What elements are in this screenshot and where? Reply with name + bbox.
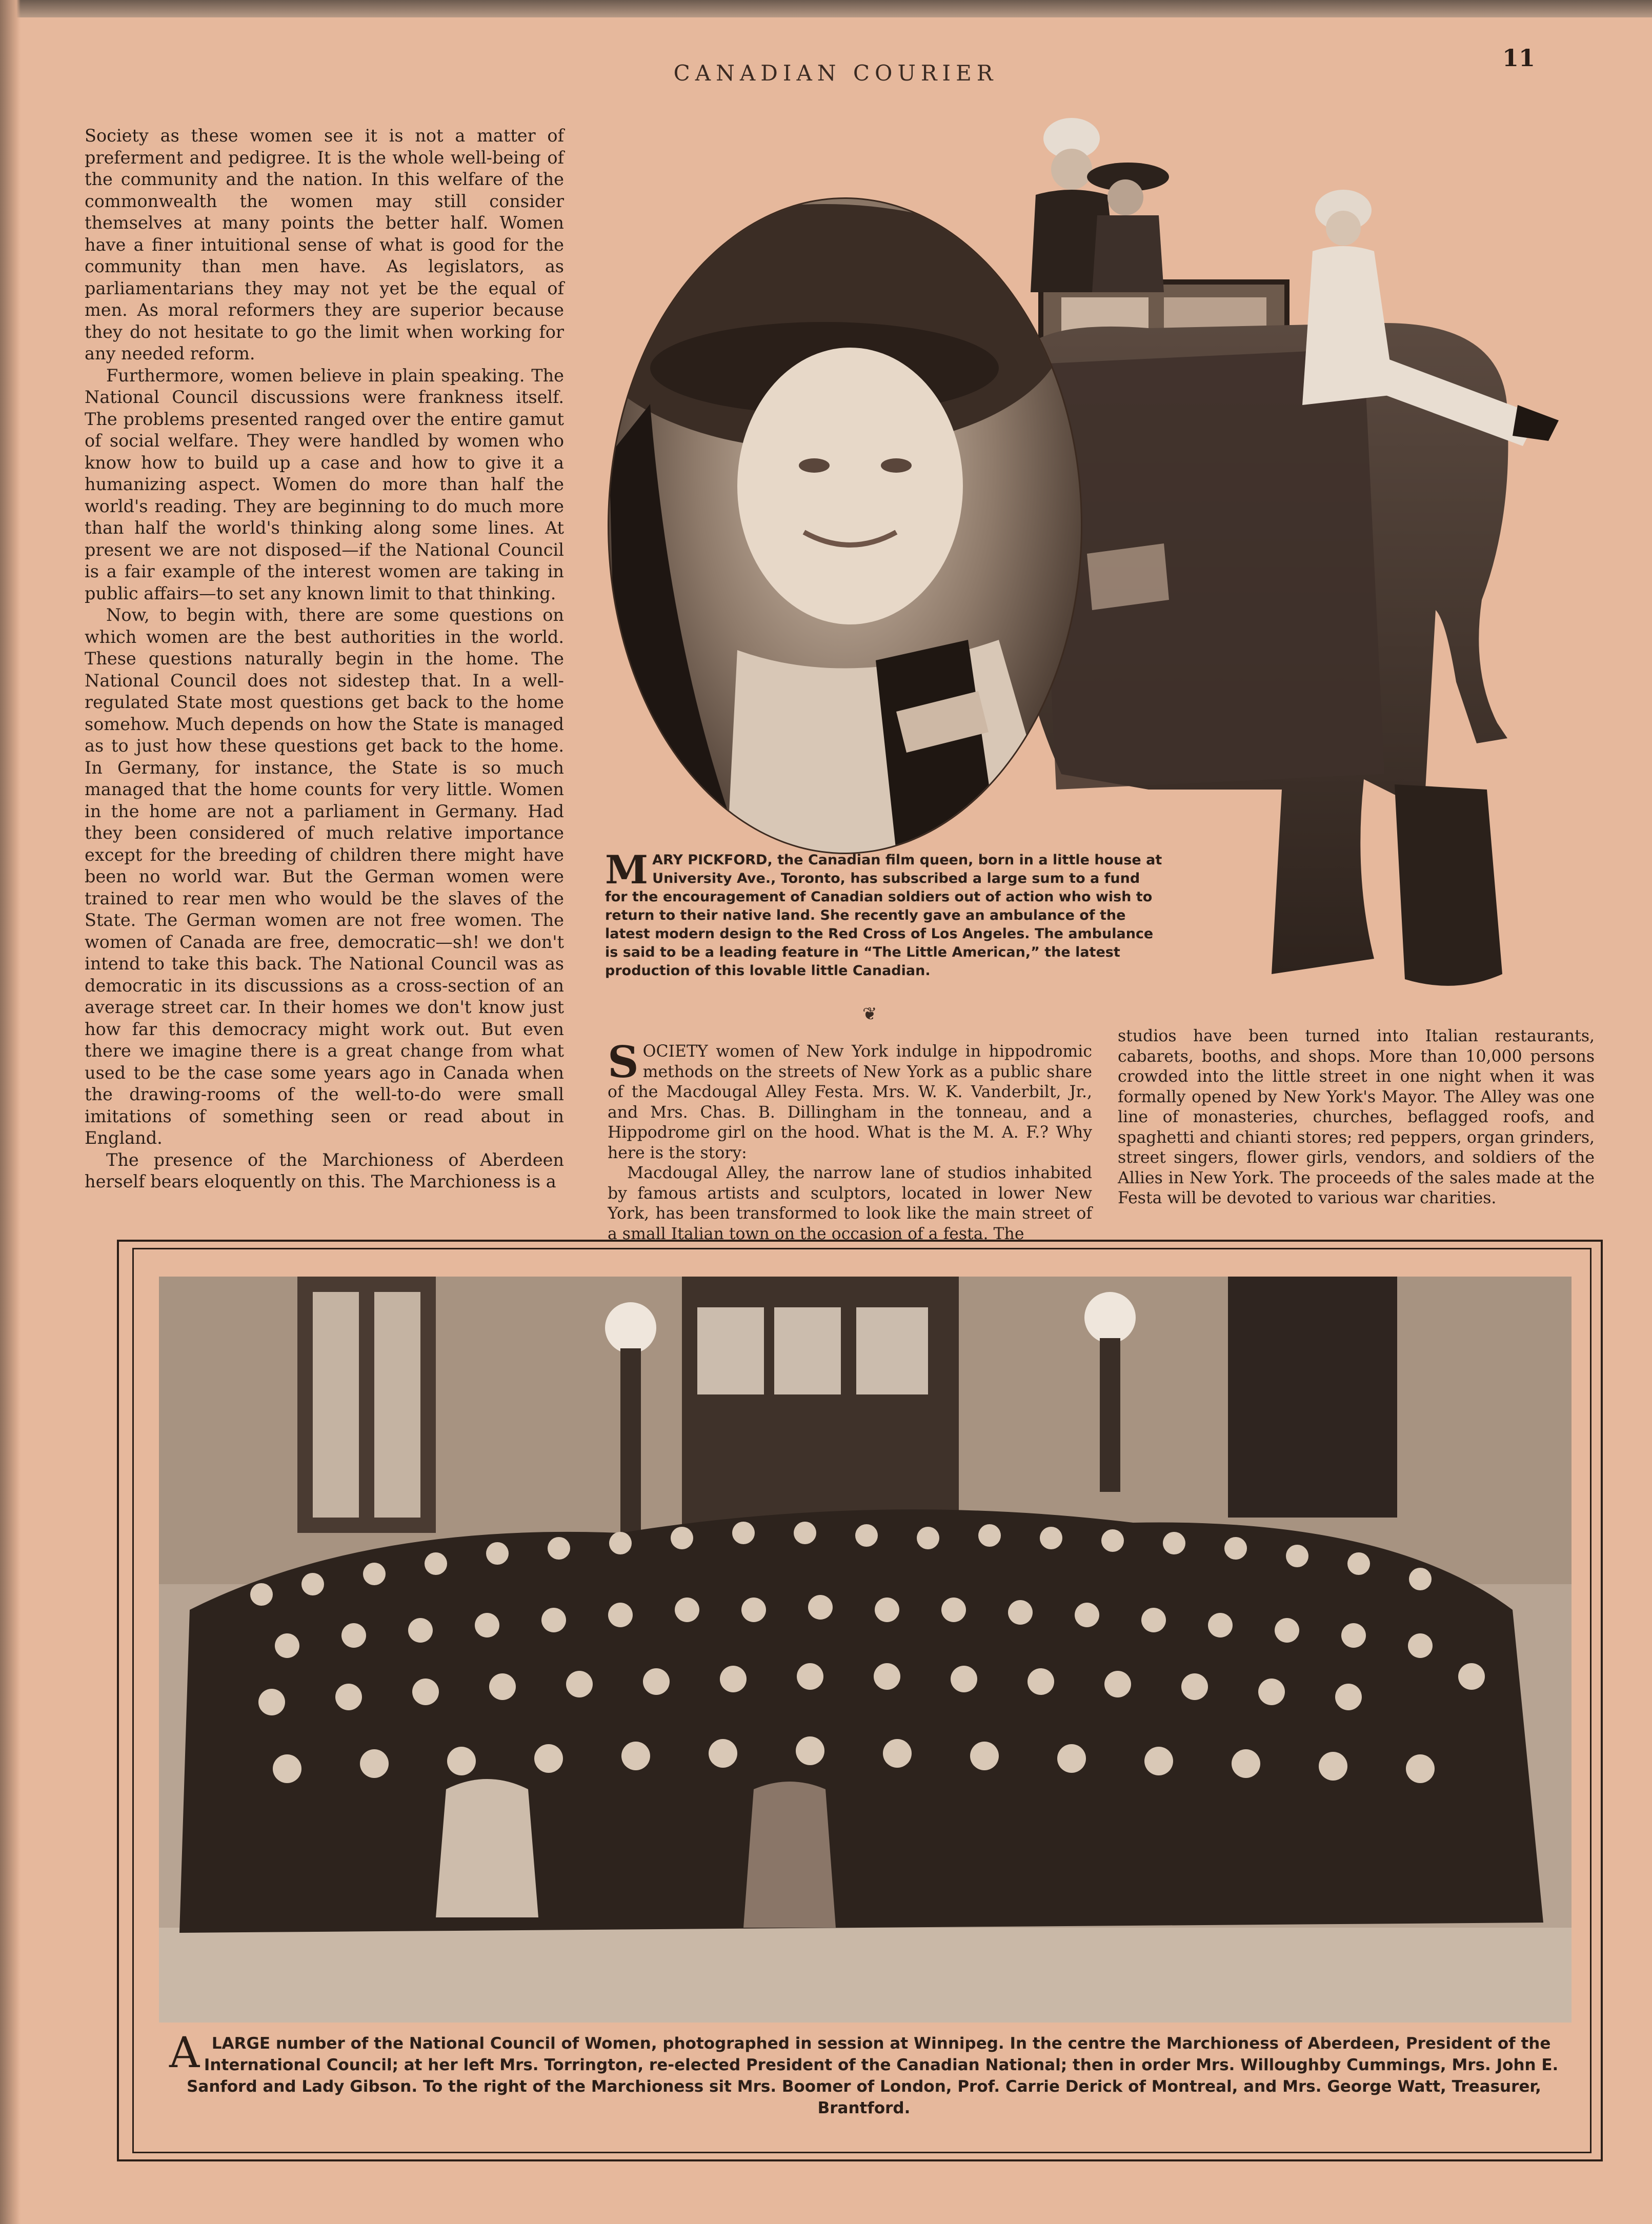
left-column-article <box>85 125 564 1193</box>
pickford-portrait <box>608 197 1082 854</box>
national-council-group-photo <box>159 1277 1572 2023</box>
society-paragraph: studios have been turned into Italian restaurants, cabarets, booths, and shops. More than 10,000 persons crowded into the little street in one night when it was formally opened by New York's Mayor. The Alley was one line of monasteries, churches, beflagged roofs, and spaghetti and chianti stores; red peppers, organ grinders, street singers, flower girls, vendors, and soldiers of the Allies in New York. The proceeds of the sales made at the Festa will be devoted to various war charities. <box>1118 1027 1595 1207</box>
page-binding-edge <box>0 0 21 2224</box>
pickford-caption-initial: M <box>605 847 649 893</box>
society-paragraph: Macdougal Alley, the narrow lane of studios inhabited by famous artists and sculptors, located in lower New York, has been transformed to look like the main street of a small Italian town on the occasion of a festa. The <box>608 1164 1092 1243</box>
society-paragraph-text: OCIETY women of New York indulge in hippodromic methods on the streets of New York as a public share of the Macdougal Alley Festa. Mrs. W. K. Vanderbilt, Jr., and Mrs. Chas. B. Dillingham in the tonneau, and a Hippodrome girl on the hood. What is the M. A. F.? Why here is the story: <box>608 1042 1092 1162</box>
article-paragraph: The presence of the Marchioness of Aberdeen herself bears eloquently on this. The Marchioness is a <box>85 1149 564 1191</box>
society-article-col-b <box>1118 1026 1595 1209</box>
article-paragraph: Now, to begin with, there are some questions on which women are the best authorities in the world. These questions naturally begin in the home. The National Council does not sidestep that. In a well-regulated State most questions get back to the home somehow. Much depends on how the State is managed as to just how these questions get back to the home. In Germany, for instance, the State is so much managed that the home counts for very little. Women in the home are not a parliament in Germany. Had they been considered of much relative importance except for the breeding of children there might have been no world war. But the German women were trained to rear men who would be the slaves of the State. The German women are not free women. The women of Canada are free, democratic—sh! we don't intend to take this back. The National Council was as democratic in its discussions as a cross-section of an average street car. In their homes we don't know just how far this democracy might work out. But even there we imagine there is a great change from what used to be the case some years ago in Canada when the drawing-rooms of the well-to-do were small imitations of something seen or read about in England. <box>85 605 564 1148</box>
pickford-caption <box>605 847 1164 980</box>
publication-header: CANADIAN COURIER <box>673 60 998 86</box>
society-paragraph <box>608 1037 1092 1163</box>
portrait-drawing <box>609 199 1081 853</box>
group-caption-initial: A <box>169 2029 200 2077</box>
page-number: 11 <box>1502 44 1536 72</box>
pickford-caption-text: ARY PICKFORD, the Canadian film queen, born in a little house at University Ave., Toronto, has subscribed a large sum to a fund for the encouragement of Canadian soldiers out of action who wish to return to their native land. She recently gave an ambulance of the latest modern design to the Red Cross of Los Angeles. The ambulance is said to be a leading feature in “The Little American,” the latest production of this lovable little Canadian. <box>605 852 1162 979</box>
article-paragraph: Furthermore, women believe in plain speaking. The National Council discussions were frankness itself. The problems presented ranged over the entire gamut of social welfare. They were handled by women who know how to build up a case and how to give it a humanizing aspect. Women do more than half the world's reading. They are beginning to do much more than half the world's thinking along some lines. At present we are not disposed—if the National Council is a fair example of the interest women are taking in public affairs—to set any known limit to that thinking. <box>85 365 564 603</box>
ornament-icon: ❦ <box>862 1004 877 1024</box>
society-initial: S <box>608 1037 639 1087</box>
article-paragraph: Society as these women see it is not a matter of preferment and pedigree. It is the whole well-being of the community and the nation. In this welfare of the commonwealth the women may still consider themselves at many points the better half. Women have a finer intuitional sense of what is good for the community than men have. As legislators, as parliamentarians they may not yet be the equal of men. As moral reformers they are superior because they do not hesitate to go the limit when working for any needed reform. <box>85 126 564 363</box>
group-caption-text: LARGE number of the National Council of Women, photographed in session at Winnipeg. In the centre the Marchioness of Aberdeen, President of the International Council; at her left Mrs. Torrington, re-elected President of the Canadian National; then in order Mrs. Willoughby Cummings, Mrs. John E. Sanford and Lady Gibson. To the right of the Marchioness sit Mrs. Boomer of London, Prof. Carrie Derick of Montreal, and Mrs. George Watt, Treasurer, Brantford. <box>187 2034 1559 2117</box>
society-article-col-a <box>608 1037 1092 1244</box>
group-photo-caption <box>169 2029 1559 2119</box>
page-top-edge <box>0 0 1652 17</box>
